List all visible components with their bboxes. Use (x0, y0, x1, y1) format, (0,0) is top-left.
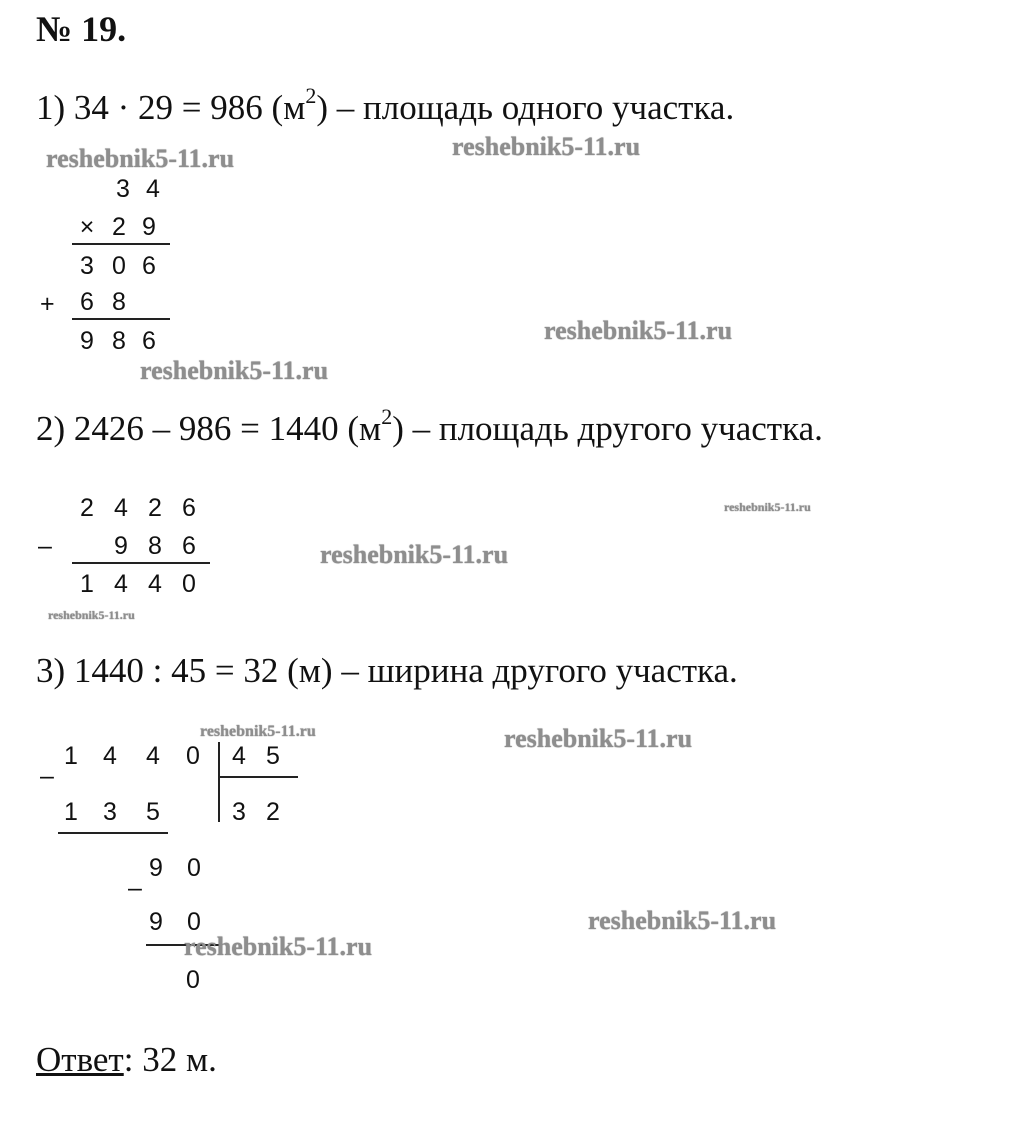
sub-row-2: 9 8 6 (114, 532, 196, 560)
answer-label: Ответ (36, 1040, 124, 1079)
mult-row-1: 3 4 (116, 175, 160, 203)
div-minus-1: – (40, 762, 54, 790)
div-minus-2: – (128, 874, 142, 902)
watermark: reshebnik5-11.ru (46, 144, 235, 173)
answer (36, 1040, 217, 1080)
watermark: reshebnik5-11.ru (200, 723, 316, 740)
mult-row-5: 9 8 6 (80, 327, 156, 355)
div-dividend: 1 4 4 0 (64, 742, 200, 770)
step-1: 1) 34 · 29 = 986 $(м^2)$ – площадь одного участка. (36, 83, 735, 127)
div-divisor-line (218, 776, 298, 778)
step-2: 2) 2426 – 986 = 1440 $(м^2)$ – площадь другого участка. (36, 404, 823, 448)
watermark: reshebnik5-11.ru (140, 356, 329, 385)
mult-line-1 (72, 243, 170, 245)
watermark: reshebnik5-11.ru (48, 608, 135, 622)
watermark: reshebnik5-11.ru (320, 540, 509, 569)
watermark: reshebnik5-11.ru (724, 500, 811, 514)
mult-plus-sign: + (40, 290, 55, 318)
div-divisor: 4 5 (232, 742, 280, 770)
div-vertical-line (218, 742, 220, 822)
answer-value: : 32 м. (123, 1040, 217, 1079)
div-sub-1: 1 3 5 (64, 798, 160, 826)
watermark: reshebnik5-11.ru (544, 316, 733, 345)
div-line-1 (58, 832, 168, 834)
watermark: reshebnik5-11.ru (504, 724, 693, 753)
sub-row-3: 1 4 4 0 (80, 570, 196, 598)
mult-line-2 (72, 318, 170, 320)
div-final: 0 (186, 966, 200, 994)
mult-row-3: 3 0 6 (80, 252, 156, 280)
problem-number: № 19. (36, 9, 127, 49)
div-quotient: 3 2 (232, 798, 280, 826)
step-3: 3) 1440 : 45 = 32 (м) – ширина другого участка. (36, 651, 738, 690)
div-sub-2: 9 0 (149, 908, 201, 936)
mult-row-4: 6 8 (80, 288, 126, 316)
sub-line (72, 562, 210, 564)
watermark: reshebnik5-11.ru (452, 132, 641, 161)
div-rem-1: 9 0 (149, 854, 201, 882)
mult-row-2: × 2 9 (79, 213, 156, 241)
watermark: reshebnik5-11.ru (588, 906, 777, 935)
watermark: reshebnik5-11.ru (184, 932, 373, 961)
sub-row-1: 2 4 2 6 (80, 494, 196, 522)
sub-minus-sign: – (38, 532, 52, 560)
